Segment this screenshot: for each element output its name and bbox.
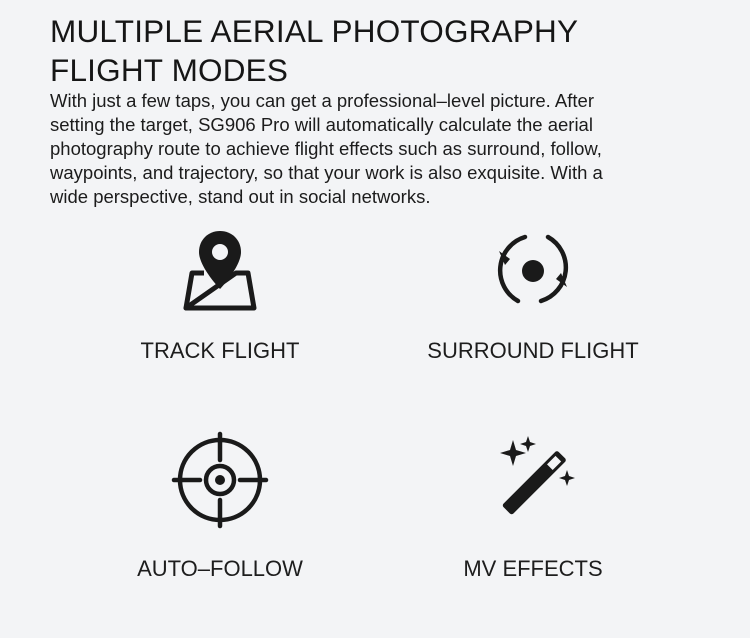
feature-track-flight [70, 225, 370, 363]
page-title [50, 12, 710, 90]
map-pin-icon [170, 225, 270, 315]
feature-label: SURROUND FLIGHT [427, 338, 639, 363]
feature-auto-follow [70, 430, 370, 581]
feature-mv-effects [383, 430, 683, 581]
crosshair-icon [170, 430, 270, 530]
feature-label: AUTO–FOLLOW [137, 556, 303, 581]
description-line-4: waypoints, and trajectory, so that your work is also exquisite. With a [50, 162, 603, 183]
feature-description [50, 89, 710, 209]
orbit-icon [483, 225, 583, 315]
magic-wand-icon [483, 430, 583, 530]
feature-surround-flight [383, 225, 683, 363]
page-title-line-2: FLIGHT MODES [50, 52, 289, 88]
feature-label: TRACK FLIGHT [140, 338, 300, 363]
feature-label: MV EFFECTS [463, 556, 603, 581]
description-line-2: setting the target, SG906 Pro will automatically calculate the aerial [50, 114, 593, 135]
description-line-5: wide perspective, stand out in social networks. [50, 186, 431, 207]
description-line-1: With just a few taps, you can get a professional–level picture. After [50, 90, 594, 111]
description-line-3: photography route to achieve flight effects such as surround, follow, [50, 138, 602, 159]
page-title-line-1: MULTIPLE AERIAL PHOTOGRAPHY [50, 13, 579, 49]
